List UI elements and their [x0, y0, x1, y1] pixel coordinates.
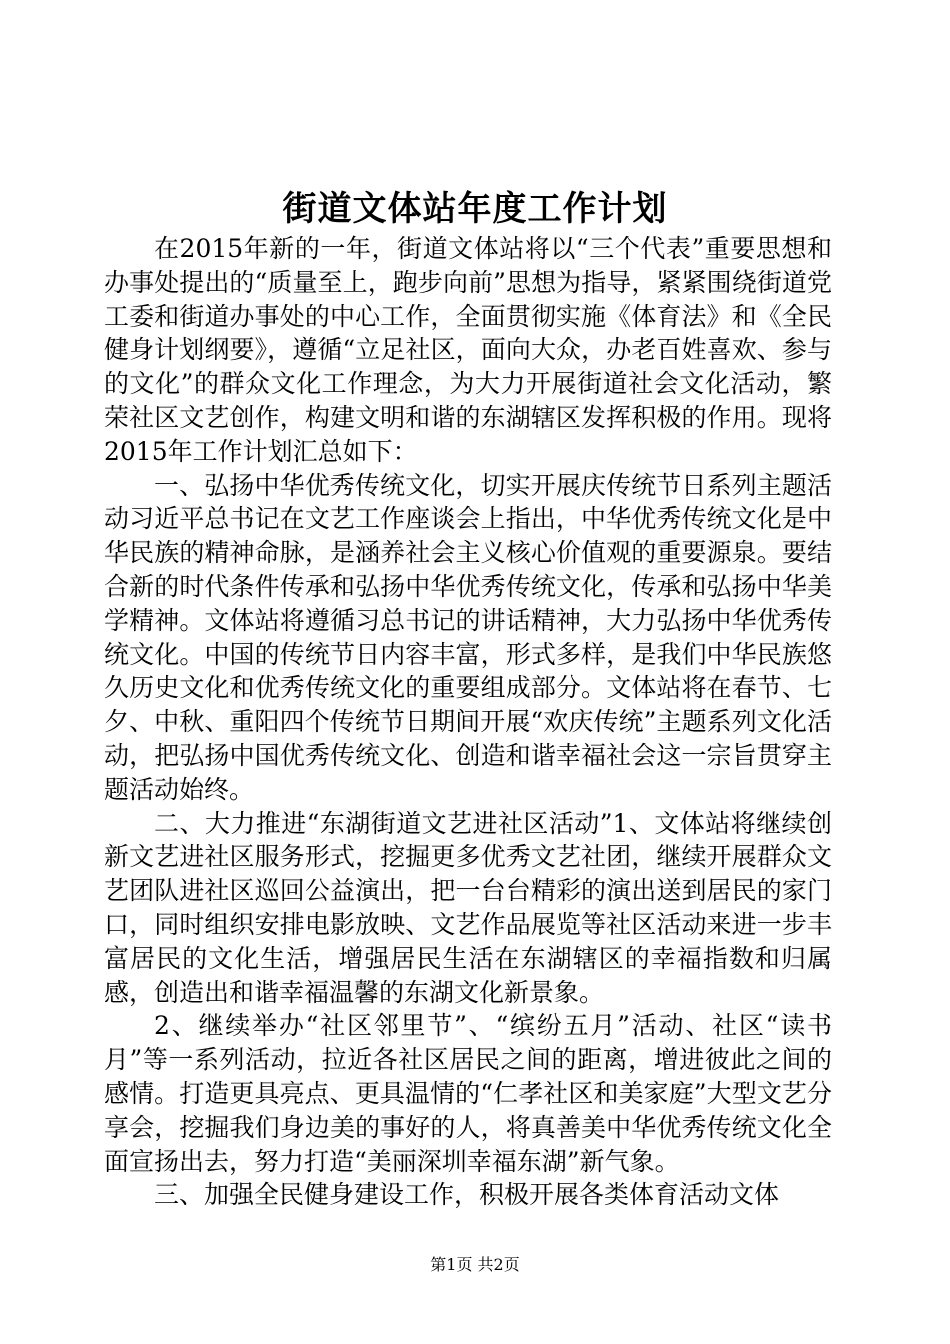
- paragraph-section-2-item-2: 2、继续举办“社区邻里节”、“缤纷五月”活动、社区“读书月”等一系列活动，拉近各社区居民之间的距离，增进彼此之间的感情。打造更具亮点、更具温情的“仁孝社区和美家庭”大型文艺分享会，挖掘我们身边美的事好的人，将真善美中华优秀传统文化全面宣扬出去，努力打造“美丽深圳幸福东湖”新气象。: [104, 1011, 832, 1176]
- paragraph-section-2: 二、大力推进“东湖街道文艺进社区活动”1、文体站将继续创新文艺进社区服务形式，挖掘更多优秀文艺社团，继续开展群众文艺团队进社区巡回公益演出，把一台台精彩的演出送到居民的家门口，同时组织安排电影放映、文艺作品展览等社区活动来进一步丰富居民的文化生活，增强居民生活在东湖辖区的幸福指数和归属感，创造出和谐幸福温馨的东湖文化新景象。: [104, 808, 832, 1007]
- paragraph-section-1: 一、弘扬中华优秀传统文化，切实开展庆传统节日系列主题活动习近平总书记在文艺工作座谈会上指出，中华优秀传统文化是中华民族的精神命脉，是涵养社会主义核心价值观的重要源泉。要结合新的时代条件传承和弘扬中华优秀传统文化，传承和弘扬中华美学精神。文体站将遵循习总书记的讲话精神，大力弘扬中华优秀传统文化。中国的传统节日内容丰富，形式多样，是我们中华民族悠久历史文化和优秀传统文化的重要组成部分。文体站将在春节、七夕、中秋、重阳四个传统节日期间开展“欢庆传统”主题系列文化活动，把弘扬中国优秀传统文化、创造和谐幸福社会这一宗旨贯穿主题活动始终。: [104, 470, 832, 804]
- page-footer: 第1页 共2页: [430, 1255, 520, 1274]
- paragraph-section-3: 三、加强全民健身建设工作，积极开展各类体育活动文体: [154, 1180, 780, 1210]
- document-title: 街道文体站年度工作计划: [282, 189, 668, 229]
- paragraph-intro: 在2015年新的一年，街道文体站将以“三个代表”重要思想和办事处提出的“质量至上，跑步向前”思想为指导，紧紧围绕街道党工委和街道办事处的中心工作，全面贯彻实施《体育法》和《全民健身计划纲要》，遵循“立足社区，面向大众，办老百姓喜欢、参与的文化”的群众文化工作理念，为大力开展街道社会文化活动，繁荣社区文艺创作，构建文明和谐的东湖辖区发挥积极的作用。现将2015年工作计划汇总如下：: [104, 234, 832, 466]
- document-body: [104, 232, 832, 1212]
